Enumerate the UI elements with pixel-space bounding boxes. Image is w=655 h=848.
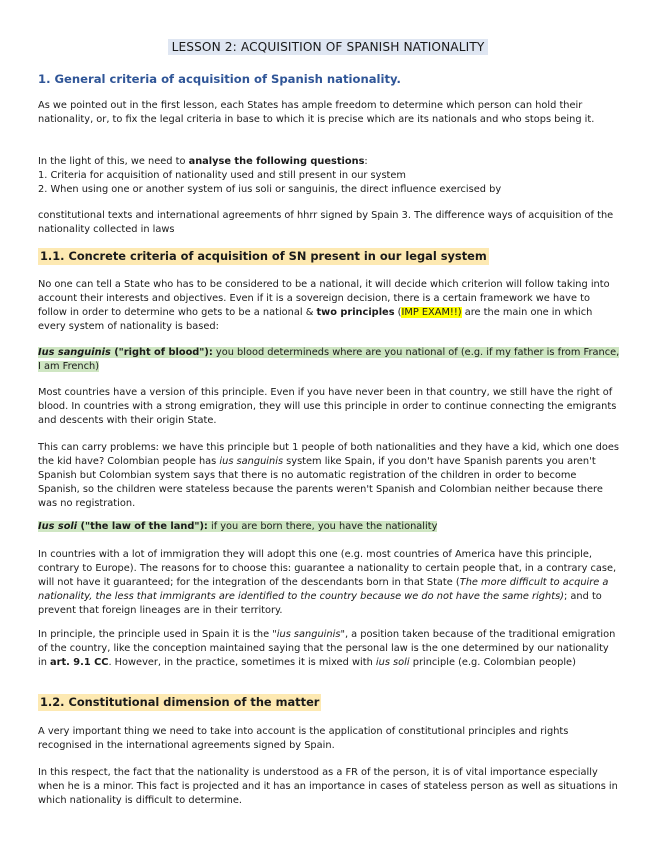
paragraph-most-countries: Most countries have a version of this principle. Even if you have never been in that country, we still have the right of blood. In countries with a strong emigration, they will use this principle in order to continue connecting the emigrants and descents with their origin State. [38,387,617,426]
paragraph-immigration: In countries with a lot of immigration they will adopt this one (e.g. most countries of America have this principle, contrary to Europe). The reasons for to choose this: guarantee a nationality to certain people that, in a contrary case, will not have it guaranteed; for the integration of the descendants born in that State (The more difficult to acquire a nationality, the less that immigrants are identified to the country because we do not have the same rights); and to prevent that foreign lineages are in their territory. [38,549,617,616]
paragraph-problems: This can carry problems: we have this principle but 1 people of both nationalities and they have a kid, which one does the kid have? Colombian people has ius sanguinis system like Spain, if you don't have Spanish parents you aren't Spanish but Colombian system says that there is no automatic registration of the children in order to become Spanish, so the children were stateless because the parents weren't Spanish and Colombian neither because there was no registration. [38,442,619,509]
question-item: 2. When using one or another system of ius soli or sanguinis, the direct influence exercised by [38,184,502,195]
ius-sanguinis-definition: Ius sanguinis ("right of blood"): you blood determineds where are you national of (e.g. if my father is from France, I am French) [38,347,620,372]
ius-soli-definition: Ius soli ("the law of the land"): if you are born there, you have the nationality [38,521,438,532]
paragraph-intro: As we pointed out in the first lesson, each States has ample freedom to determine which person can hold their nationality, or, to fix the legal criteria in base to which it is precise which are its nationals and who stops being it. [38,100,595,125]
paragraph-fundamental-right: In this respect, the fact that the nationality is understood as a FR of the person, it is of vital importance especially when he is a minor. This fact is projected and it has an importance in cases of stateless person as well as situations in which nationality is difficult to determine. [38,767,618,806]
section-1-heading: 1. General criteria of acquisition of Spanish nationality. [38,72,401,86]
section-1-2-heading: 1.2. Constitutional dimension of the matter [40,695,320,709]
paragraph-spain-principle: In principle, the principle used in Spain it is the "ius sanguinis", a position taken because of the traditional emigration of the country, like the conception maintained saying that the personal law is the one determined by our nationality in art. 9.1 CC. However, in the practice, sometimes it is mixed with ius soli principle (e.g. Colombian people) [38,629,616,668]
paragraph-questions: In the light of this, we need to analyse the following questions: 1. Criteria for acquisition of nationality used and still present in our system 2. When using one or another system of ius soli or sanguinis, the direct influence exercised by [38,155,620,197]
paragraph-principles: No one can tell a State who has to be considered to be a national, it will decide which criterion will follow taking into account their interests and objectives. Even if it is a sovereign decision, there is a certain framework we have to follow in order to determine who gets to be a national & two principles (IMP EXAM!!) are the main one in which every system of nationality is based: [38,279,610,332]
paragraph-constitutional-texts: constitutional texts and international agreements of hhrr signed by Spain 3. The difference ways of acquisition of the nationality collected in laws [38,210,614,235]
page-title: LESSON 2: ACQUISITION OF SPANISH NATIONALITY [38,39,618,55]
exam-highlight: IMP EXAM!!) [401,307,462,318]
paragraph-constitutional-principles: A very important thing we need to take into account is the application of constitutional principles and rights recognised in the international agreements signed by Spain. [38,726,569,751]
section-1-1-heading: 1.1. Concrete criteria of acquisition of SN present in our legal system [40,249,487,263]
question-item: 1. Criteria for acquisition of nationality used and still present in our system [38,170,406,181]
